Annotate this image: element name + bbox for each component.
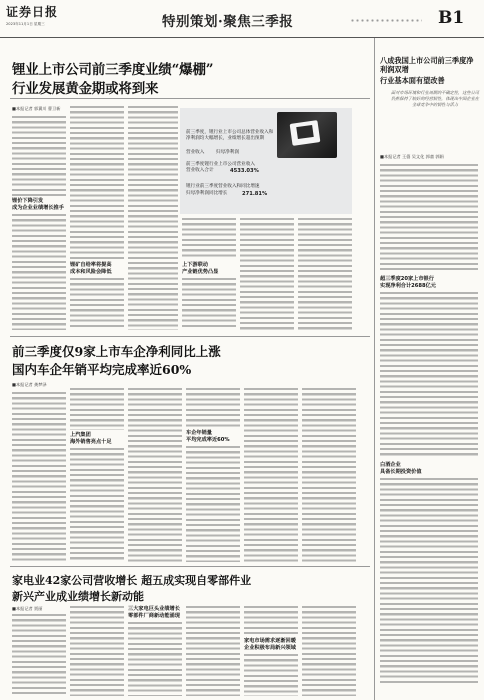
third-body-col5-b [244, 654, 298, 696]
second-headline-line-1: 前三季度仅9家上市车企净利同比上涨 [12, 344, 221, 359]
infographic-text-1: 前三季度，锂行业上市公司总体营业收入和 [186, 130, 274, 135]
right-body-a [380, 164, 478, 272]
right-subhead-2: 白酒企业 [380, 462, 401, 468]
lead-body-col1-b [12, 214, 66, 330]
lead-subhead-1: 锂价下降引发 [12, 198, 44, 204]
newspaper-logo: 证券日报 [6, 5, 59, 19]
lead-byline: ■本报记者 郭冀川 曹卫新 [12, 106, 61, 111]
infographic-profit-label: 归母净利润同比增长 [186, 191, 228, 196]
third-subhead-2: 家电市场需求逐渐回暖 [244, 638, 296, 644]
second-subhead-2b: 平均完成率近60% [186, 437, 230, 443]
second-byline: ■本报记者 龚梦泽 [12, 382, 47, 387]
third-subhead-2b: 企业积极布局新兴领域 [244, 645, 296, 651]
second-headline-line-2: 国内车企年销平均完成率近60% [12, 362, 192, 377]
infographic-profit-tag: 归母净利润 [216, 150, 239, 155]
second-body-col2-a [70, 388, 124, 430]
lead-body-col4-b [182, 278, 236, 330]
right-body-c [380, 478, 478, 684]
infographic-revenue-label: 营业收入合计 [186, 168, 214, 173]
third-headline-line-1: 家电业42家公司营收增长 超五成实现自零部件业 [12, 574, 252, 587]
second-subhead-1: 上汽集团 [70, 432, 91, 438]
right-body-b [380, 292, 478, 458]
infographic-text-3: 前三季度锂行业上市公司营业收入 [186, 162, 255, 167]
second-body-col3 [128, 388, 182, 562]
right-headline-line-2: 行业基本面有望改善 [380, 76, 445, 85]
lead-subhead-2b: 成本和风险会降低 [70, 269, 112, 275]
second-body-col6 [302, 388, 356, 562]
third-body-col6 [302, 606, 356, 696]
section-title: 特别策划·聚焦三季报 [162, 14, 294, 30]
divider [10, 336, 370, 337]
second-body-col2-b [70, 448, 124, 562]
second-body-col5 [244, 388, 298, 562]
divider [10, 98, 370, 99]
lead-body-col6 [298, 218, 352, 330]
lithium-battery-photo [277, 112, 337, 158]
infographic-text-4: 锂行业前三季度营业收入和同比增速 [186, 184, 260, 189]
lead-subhead-1b: 成为企业业绩增长推手 [12, 205, 64, 211]
infographic-profit-value: 271.81% [242, 191, 268, 197]
infographic-revenue-tag: 营业收入 [186, 150, 205, 155]
divider [10, 566, 370, 567]
third-body-col5-a [244, 606, 298, 636]
lead-subhead-3b: 产业链优势凸显 [182, 269, 219, 275]
infographic-revenue-value: 4533.03% [230, 168, 259, 174]
battery-plate-inner [296, 125, 314, 139]
third-body-col2 [70, 606, 124, 696]
right-headline-line-1: 八成我国上市公司前三季度净利润双增 [380, 56, 474, 74]
lead-headline-line-2: 行业发展黄金期或将到来 [12, 81, 159, 97]
right-byline: ■本报记者 王僖 吴文化 郭童 郭娟 [380, 154, 444, 159]
pull-quote-text: 面对市场环境和行业周期的不确定性，这些公司仍然保持了较好的经营韧性，体现出中国企业在全球竞争中的韧性与活力 [391, 90, 479, 107]
third-subhead-1: 三大家电巨头业绩增长 [128, 606, 180, 612]
third-byline: ■本报记者 贾丽 [12, 606, 43, 611]
lead-body-col2-b [70, 278, 124, 330]
second-body-col4-a [186, 388, 240, 428]
third-body-col4 [186, 606, 240, 696]
lead-subhead-2: 锂矿自给率将提高 [70, 262, 112, 268]
masthead [0, 0, 484, 38]
third-body-col1 [12, 614, 66, 696]
right-subhead-2b: 具备长期投资价值 [380, 469, 422, 475]
right-pull-quote [390, 90, 480, 142]
second-body-col4-b [186, 446, 240, 562]
lead-body-col4-a [182, 218, 236, 258]
lead-headline-line-1: 锂业上市公司前三季度业绩“爆棚” [12, 62, 214, 78]
lead-body-col2-a [70, 106, 124, 260]
right-subhead-1b: 实现净利合计2688亿元 [380, 283, 436, 289]
right-subhead-1: 超三季度20家上市银行 [380, 276, 434, 282]
lead-body-col3 [128, 106, 178, 330]
column-divider [374, 38, 375, 700]
third-subhead-1b: 零部件厂商新动能涌现 [128, 613, 180, 619]
date-line: 2023年11月1日 星期三 [6, 22, 45, 26]
page-number: B1 [438, 8, 465, 28]
infographic-text-2: 净利润均大幅增长，业绩增长超出预期 [186, 136, 265, 141]
lead-body-col1-a [12, 116, 66, 196]
second-subhead-1b: 海外销售亮点十足 [70, 439, 112, 445]
second-body-col1 [12, 392, 66, 562]
third-body-col3 [128, 622, 182, 696]
third-headline-line-2: 新兴产业成业绩增长新动能 [12, 590, 144, 603]
lead-body-col5 [240, 218, 294, 330]
second-subhead-2: 车企年销量 [186, 430, 212, 436]
lead-subhead-3: 上下游联动 [182, 262, 208, 268]
decorative-dots [350, 18, 422, 24]
